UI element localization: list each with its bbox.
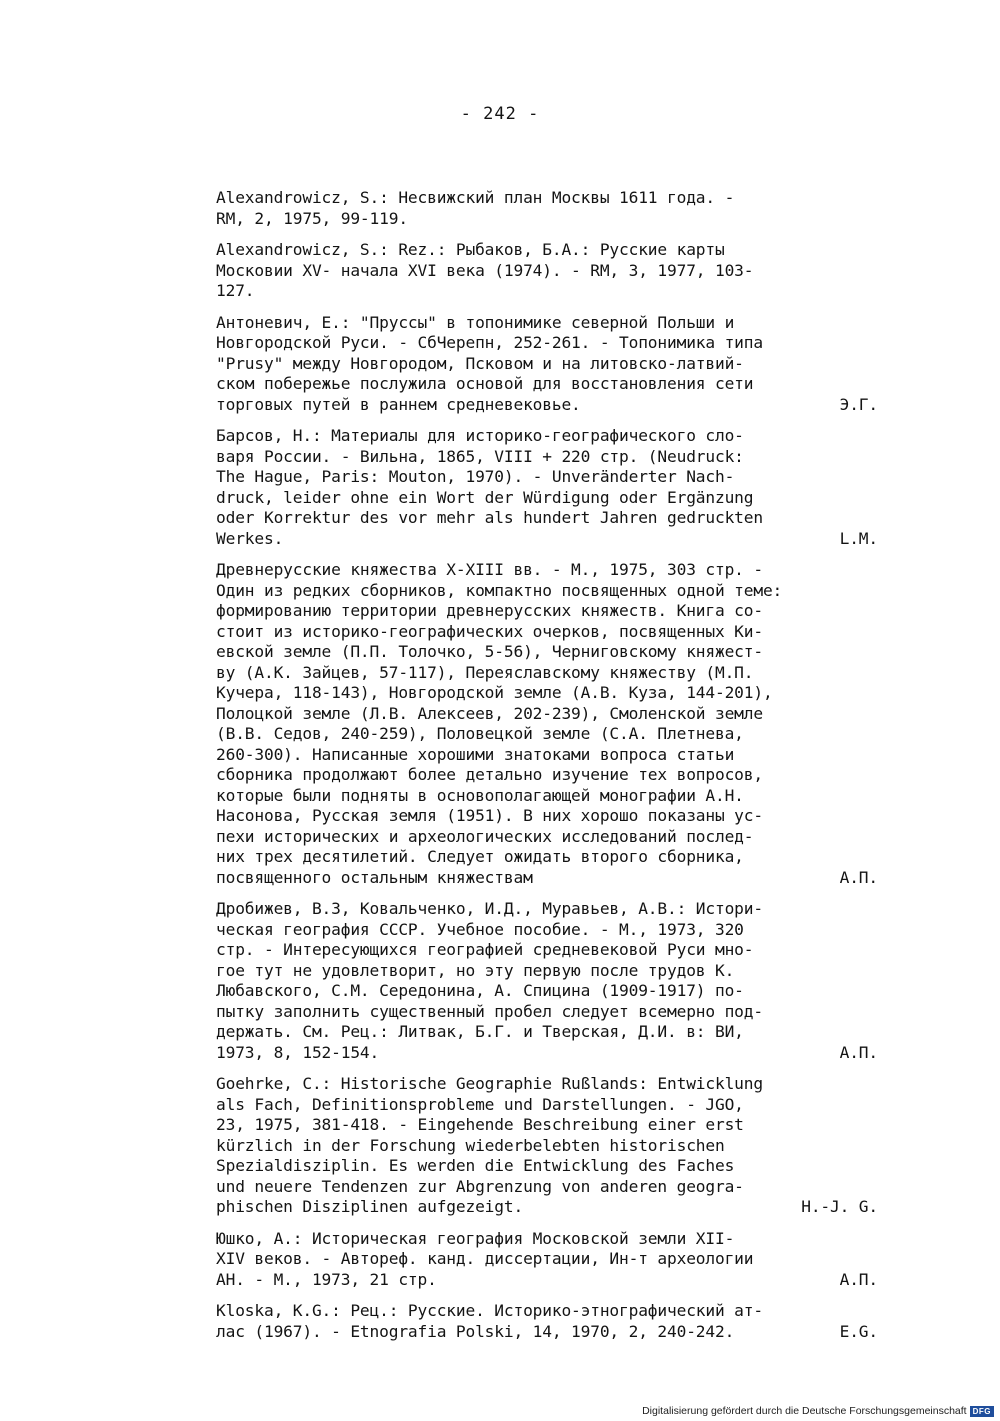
bibliography-entry [216, 188, 882, 229]
entry-line [216, 261, 882, 282]
entry-line-text: которые были подняты в основополагающей монографии А.Н. [216, 785, 744, 805]
entry-line-text: 1973, 8, 152-154. [216, 1042, 380, 1062]
bibliography-entry [216, 560, 882, 888]
entry-line [216, 981, 882, 1002]
reviewer-initials: А.П. [839, 867, 878, 887]
entry-line-text: Юшко, А.: Историческая география Московской земли XII- [216, 1228, 735, 1248]
entry-line [216, 1197, 882, 1218]
entry-line-text: пехи исторических и археологических исследований послед- [216, 826, 754, 846]
entry-line [216, 447, 882, 468]
entry-line [216, 868, 882, 889]
entry-line-text: Alexandrowicz, S.: Rez.: Рыбаков, Б.А.: Русские карты [216, 240, 725, 259]
entry-line-text: phischen Disziplinen aufgezeigt. [216, 1197, 524, 1216]
entry-line [216, 961, 882, 982]
entry-line-text: торговых путей в раннем средневековье. [216, 394, 581, 414]
entry-line-text: АН. - М., 1973, 21 стр. [216, 1269, 437, 1289]
entry-line [216, 622, 882, 643]
entry-line [216, 1022, 882, 1043]
entry-line [216, 1156, 882, 1177]
entry-line [216, 209, 882, 230]
entry-line-text: Дробижев, В.З, Ковальченко, И.Д., Муравьев, А.В.: Истори- [216, 899, 763, 918]
entry-line [216, 1115, 882, 1136]
entry-line-text: евской земле (П.П. Толочко, 5-56), Черниговскому княжест- [216, 642, 763, 661]
entry-line [216, 683, 882, 704]
entry-line-text: Kloska, K.G.: Рец.: Русские. Историко-этнографический ат- [216, 1301, 763, 1320]
entry-line [216, 1095, 882, 1116]
entry-line-text: 260-300). Написанные хорошими знатоками вопроса статьи [216, 744, 735, 764]
bibliography-list [216, 188, 882, 1353]
entry-line-text: Антоневич, Е.: "Пруссы" в топонимике северной Польши и [216, 312, 735, 332]
reviewer-initials: E.G. [839, 1321, 878, 1341]
entry-line [216, 920, 882, 941]
entry-line-text: ву (А.К. Зайцев, 57-117), Переяславскому княжеству (М.П. [216, 662, 754, 682]
entry-line-text: "Prusy" между Новгородом, Псковом и на литовско-латвий- [216, 353, 744, 373]
bibliography-entry [216, 1229, 882, 1291]
footer-text: Digitalisierung gefördert durch die Deutsche Forschungsgemeinschaft [642, 1405, 967, 1417]
entry-line [216, 281, 882, 302]
entry-line [216, 395, 882, 416]
entry-line-text: XIV веков. - Автореф. канд. диссертации, Ин-т археологии [216, 1249, 754, 1268]
entry-line-text: ческая география СССР. Учебное пособие. - М., 1973, 320 [216, 919, 744, 939]
entry-line [216, 663, 882, 684]
entry-line [216, 1002, 882, 1023]
reviewer-initials: Э.Г. [839, 394, 878, 414]
reviewer-initials: А.П. [839, 1042, 878, 1062]
entry-line [216, 374, 882, 395]
entry-line [216, 354, 882, 375]
entry-line-text: Московии XV- начала XVI века (1974). - RM, 3, 1977, 103- [216, 260, 754, 280]
entry-line [216, 1301, 882, 1322]
entry-line-text: Новгородской Руси. - СбЧерепн, 252-261. - Топонимика типа [216, 333, 763, 352]
page-number: - 242 - [460, 104, 540, 124]
entry-line [216, 467, 882, 488]
entry-line [216, 508, 882, 529]
entry-line [216, 188, 882, 209]
entry-line [216, 1249, 882, 1270]
entry-line [216, 765, 882, 786]
entry-line-text: держать. См. Рец.: Литвак, Б.Г. и Тверская, Д.И. в: ВИ, [216, 1022, 744, 1041]
entry-line [216, 899, 882, 920]
entry-line-text: Полоцкой земле (Л.В. Алексеев, 202-239), Смоленской земле [216, 703, 763, 723]
entry-line [216, 488, 882, 509]
footer-credit [642, 1405, 994, 1417]
entry-line-text: стр. - Интересующихся географией средневековой Руси мно- [216, 940, 754, 959]
entry-line [216, 786, 882, 807]
entry-line-text: ском побережье послужила основой для восстановления сети [216, 374, 754, 393]
entry-line-text: 127. [216, 281, 255, 300]
entry-line-text: druck, leider ohne ein Wort der Würdigung oder Ergänzung [216, 487, 754, 507]
entry-line-text: und neuere Tendenzen zur Abgrenzung von anderen geogra- [216, 1176, 744, 1196]
entry-line [216, 1136, 882, 1157]
bibliography-entry [216, 426, 882, 549]
entry-line-text: стоит из историко-географических очерков, посвященных Ки- [216, 621, 763, 641]
entry-line-text: Один из редких сборников, компактно посвященных одной теме: [216, 580, 783, 600]
entry-line [216, 724, 882, 745]
entry-line [216, 581, 882, 602]
entry-line [216, 847, 882, 868]
entry-line-text: The Hague, Paris: Mouton, 1970). - Unveränderter Nach- [216, 467, 735, 486]
entry-line-text: (В.В. Седов, 240-259), Половецкой земле (С.А. Плетнева, [216, 724, 744, 743]
entry-line [216, 426, 882, 447]
entry-line [216, 601, 882, 622]
entry-line-text: Goehrke, C.: Historische Geographie Rußlands: Entwicklung [216, 1074, 763, 1093]
entry-line-text: варя России. - Вильна, 1865, VIII + 220 стр. (Neudruck: [216, 446, 744, 466]
entry-line [216, 313, 882, 334]
entry-line [216, 1043, 882, 1064]
bibliography-entry [216, 1301, 882, 1342]
dfg-logo: DFG [970, 1406, 994, 1417]
entry-line-text: Древнерусские княжества X-XIII вв. - М., 1975, 303 стр. - [216, 560, 763, 579]
entry-line [216, 1270, 882, 1291]
entry-line [216, 1322, 882, 1343]
entry-line-text: посвященного остальным княжествам [216, 867, 533, 887]
entry-line [216, 806, 882, 827]
entry-line-text: Кучера, 118-143), Новгородской земле (А.В. Куза, 144-201), [216, 683, 773, 702]
entry-line [216, 704, 882, 725]
reviewer-initials: L.M. [839, 528, 878, 548]
entry-line [216, 1229, 882, 1250]
entry-line [216, 240, 882, 261]
entry-line-text: Alexandrowicz, S.: Несвижский план Москвы 1611 года. - [216, 188, 735, 207]
bibliography-entry [216, 240, 882, 302]
entry-line [216, 529, 882, 550]
entry-line [216, 642, 882, 663]
entry-line-text: Любавского, С.М. Середонина, А. Спицина (1909-1917) по- [216, 981, 744, 1000]
entry-line-text: Werkes. [216, 528, 284, 548]
reviewer-initials: А.П. [839, 1269, 878, 1289]
entry-line [216, 333, 882, 354]
entry-line-text: als Fach, Definitionsprobleme und Darstellungen. - JGO, [216, 1094, 744, 1114]
entry-line-text: Барсов, Н.: Материалы для историко-географического сло- [216, 426, 744, 445]
bibliography-entry [216, 1074, 882, 1218]
entry-line-text: Spezialdisziplin. Es werden die Entwicklung des Faches [216, 1156, 735, 1175]
entry-line-text: сборника продолжают более детально изучение тех вопросов, [216, 765, 763, 784]
entry-line [216, 745, 882, 766]
bibliography-entry [216, 899, 882, 1063]
entry-line-text: гое тут не удовлетворит, но эту первую после трудов К. [216, 960, 735, 980]
entry-line [216, 827, 882, 848]
entry-line-text: лас (1967). - Etnografia Polski, 14, 1970, 2, 240-242. [216, 1321, 735, 1341]
bibliography-entry [216, 313, 882, 416]
entry-line [216, 1074, 882, 1095]
entry-line-text: 23, 1975, 381-418. - Eingehende Beschreibung einer erst [216, 1115, 744, 1134]
entry-line-text: RM, 2, 1975, 99-119. [216, 208, 408, 228]
entry-line [216, 940, 882, 961]
entry-line-text: них трех десятилетий. Следует ожидать второго сборника, [216, 847, 744, 866]
entry-line-text: oder Korrektur des vor mehr als hundert Jahren gedruckten [216, 508, 763, 527]
entry-line-text: Насонова, Русская земля (1951). В них хорошо показаны ус- [216, 806, 763, 825]
reviewer-initials: H.-J. G. [801, 1197, 878, 1216]
entry-line-text: kürzlich in der Forschung wiederbelebten historischen [216, 1135, 725, 1155]
entry-line [216, 560, 882, 581]
entry-line-text: пытку заполнить существенный пробел следует всемерно под- [216, 1001, 763, 1021]
entry-line-text: формированию территории древнерусских княжеств. Книга со- [216, 601, 763, 620]
entry-line [216, 1177, 882, 1198]
